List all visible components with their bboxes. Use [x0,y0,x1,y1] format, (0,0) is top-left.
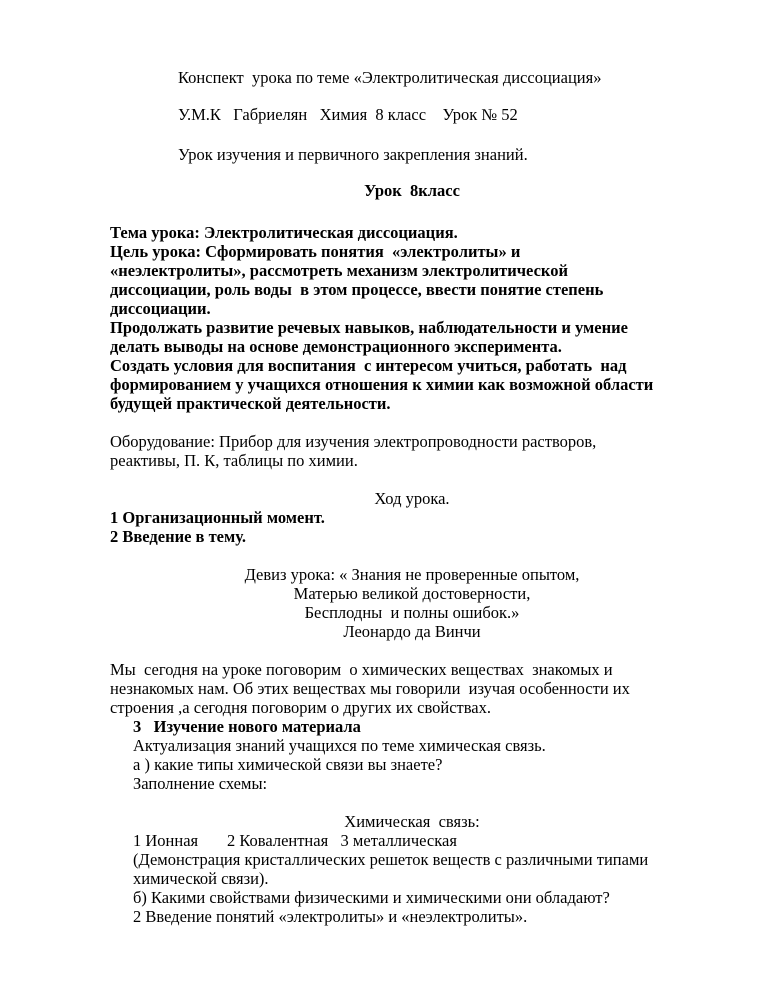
header-line-lesson-type: Урок изучения и первичного закрепления знаний. [178,145,528,164]
objective-line: «неэлектролиты», рассмотреть механизм электролитической [110,261,568,280]
objective-line: Создать условия для воспитания с интересом учиться, работать над [110,356,627,375]
section-3-line: Актуализация знаний учащихся по теме химическая связь. [133,736,546,755]
section-3-after-line: 2 Введение понятий «электролиты» и «неэлектролиты». [133,907,528,926]
objective-line: Продолжать развитие речевых навыков, наблюдательности и умение [110,318,628,337]
motto-line: Девиз урока: « Знания не проверенные опытом, [244,565,580,584]
equipment-line: Оборудование: Прибор для изучения электропроводности растворов, [110,432,597,451]
objective-line: диссоциации, роль воды в этом процессе, ввести понятие степень [110,280,604,299]
section-3-after-line: (Демонстрация кристаллических решеток веществ с различными типами [133,850,649,869]
objective-line: формированием у учащихся отношения к химии как возможной области [110,375,654,394]
header-line-topic: Конспект урока по теме «Электролитическая диссоциация» [178,68,602,87]
objective-line: делать выводы на основе демонстрационного эксперимента. [110,337,562,356]
objective-line: диссоциации. [110,299,211,318]
header-line-umk: У.М.К Габриелян Химия 8 класс Урок № 52 [178,105,518,124]
course-heading: Ход урока. [374,489,450,508]
course-step-2: 2 Введение в тему. [110,527,246,546]
section-3-heading: 3 Изучение нового материала [133,717,361,736]
section-3-after-line: химической связи). [133,869,269,888]
lesson-heading: Урок 8класс [364,181,460,200]
scheme-types: 1 Ионная 2 Ковалентная 3 металлическая [133,831,457,850]
section-3-after-line: б) Какими свойствами физическими и химическими они обладают? [133,888,610,907]
equipment-line: реактивы, П. К, таблицы по химии. [110,451,358,470]
motto-author: Леонардо да Винчи [343,622,481,641]
objective-line: будущей практической деятельности. [110,394,391,413]
motto-line: Матерью великой достоверности, [293,584,531,603]
course-step-1: 1 Организационный момент. [110,508,325,527]
objective-line: Тема урока: Электролитическая диссоциация. [110,223,458,242]
intro-line: строения ,а сегодня поговорим о других их свойствах. [110,698,492,717]
intro-line: Мы сегодня на уроке поговорим о химических веществах знакомых и [110,660,613,679]
section-3-line: а ) какие типы химической связи вы знаете? [133,755,443,774]
objective-line: Цель урока: Сформировать понятия «электролиты» и [110,242,521,261]
intro-line: незнакомых нам. Об этих веществах мы говорили изучая особенности их [110,679,630,698]
motto-line: Бесплодны и полны ошибок.» [304,603,520,622]
scheme-title: Химическая связь: [344,812,480,831]
section-3-line: Заполнение схемы: [133,774,268,793]
